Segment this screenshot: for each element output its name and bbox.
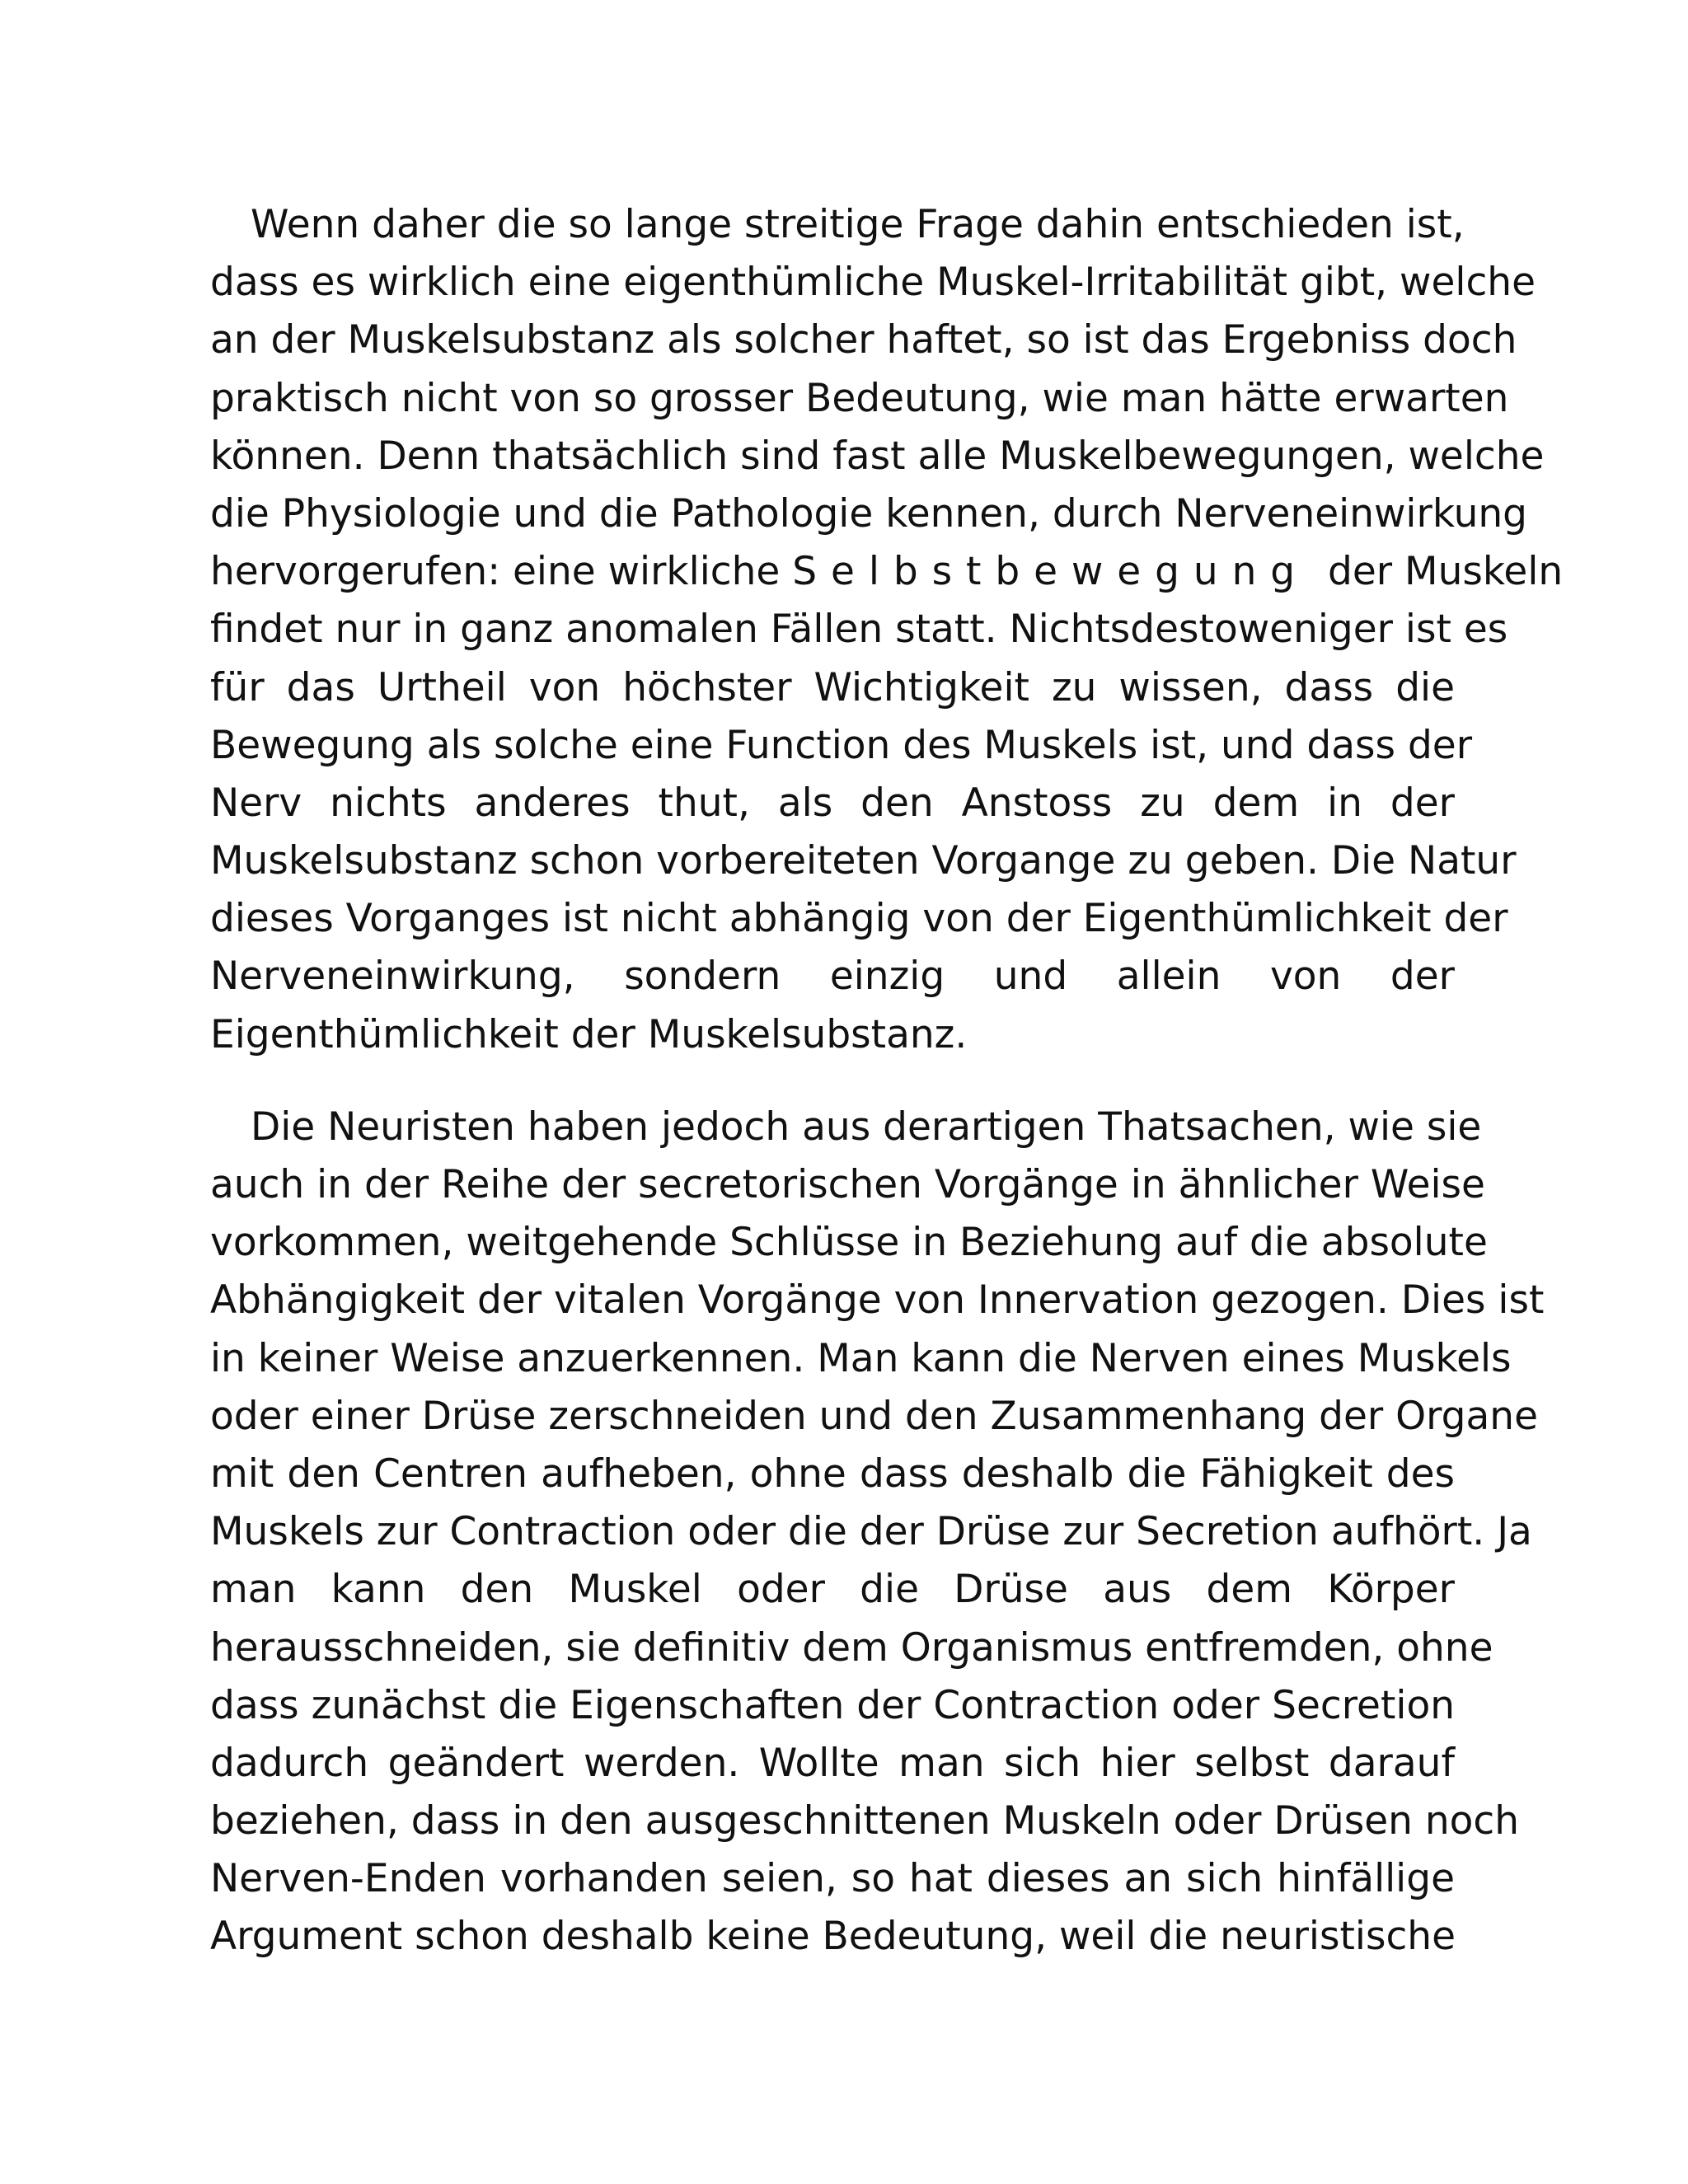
text-line: dieses Vorganges ist nicht abhängig von der Eigenthümlichkeit der (210, 896, 1508, 942)
text-line (210, 543, 1564, 601)
text-line: oder einer Drüse zerschneiden und den Zusammenhang der Organe (210, 1393, 1538, 1439)
text-line: findet nur in ganz anomalen Fällen statt. Nichtsdestoweniger ist es (210, 607, 1508, 653)
text-line: Eigenthümlichkeit der Muskelsubstanz. (210, 1011, 968, 1057)
text-fragment: hervorgerufen: eine wirkliche (210, 549, 781, 595)
text-line: Argument schon deshalb keine Bedeutung, weil die neuristische (210, 1914, 1456, 1960)
text-line: Nerv nichts anderes thut, als den Anstoss zu dem in der (210, 780, 1455, 826)
text-line: dass zunächst die Eigenschaften der Contraction oder Secretion (210, 1682, 1455, 1728)
paragraph-1 (210, 196, 1564, 1064)
text-line: vorkommen, weitgehende Schlüsse in Beziehung auf die absolute (210, 1220, 1488, 1266)
paragraph-spacer (210, 1064, 1455, 1099)
text-line: Nerveneinwirkung, sondern einzig und allein von der (210, 954, 1455, 1000)
text-line: können. Denn thatsächlich sind fast alle Muskelbewegungen, welche (210, 433, 1545, 479)
document-page (210, 196, 1564, 1966)
text-line: auch in der Reihe der secretorischen Vorgänge in ähnlicher Weise (210, 1162, 1485, 1207)
text-line: Abhängigkeit der vitalen Vorgänge von Innervation gezogen. Dies ist (210, 1277, 1545, 1324)
text-line: die Physiologie und die Pathologie kennen, durch Nerveneinwirkung (210, 490, 1527, 537)
text-fragment: der Muskeln (1328, 549, 1564, 595)
text-line: Die Neuristen haben jedoch aus derartigen Thatsachen, wie sie (251, 1104, 1482, 1150)
text-line: an der Muskelsubstanz als solcher haftet, so ist das Ergebniss doch (210, 317, 1517, 363)
text-line: beziehen, dass in den ausgeschnittenen Muskeln oder Drüsen noch (210, 1798, 1520, 1844)
text-line: Wenn daher die so lange streitige Frage dahin entschieden ist, (251, 202, 1465, 247)
text-line: für das Urtheil von höchster Wichtigkeit zu wissen, dass die (210, 664, 1455, 710)
paragraph-2 (210, 1099, 1545, 1966)
text-line: man kann den Muskel oder die Drüse aus dem Körper (210, 1567, 1455, 1613)
text-line: Nerven-Enden vorhanden seien, so hat dieses an sich hinfällige (210, 1856, 1455, 1902)
text-line: Muskels zur Contraction oder die der Drüse zur Secretion aufhört. Ja (210, 1509, 1532, 1555)
text-line: mit den Centren aufheben, ohne dass deshalb die Fähigkeit des (210, 1451, 1455, 1497)
text-line: praktisch nicht von so grosser Bedeutung, wie man hätte erwarten (210, 375, 1509, 421)
text-line: in keiner Weise anzuerkennen. Man kann die Nerven eines Muskels (210, 1335, 1512, 1381)
emphasized-word: Selbstbewegung (792, 549, 1310, 595)
text-line: herausschneiden, sie definitiv dem Organismus entfremden, ohne (210, 1624, 1493, 1671)
text-line: Muskelsubstanz schon vorbereiteten Vorgange zu geben. Die Natur (210, 838, 1517, 884)
text-line: dadurch geändert werden. Wollte man sich hier selbst darauf (210, 1740, 1455, 1786)
text-line: Bewegung als solche eine Function des Muskels ist, und dass der (210, 722, 1473, 768)
text-line: dass es wirklich eine eigenthümliche Muskel-Irritabilität gibt, welche (210, 260, 1536, 306)
